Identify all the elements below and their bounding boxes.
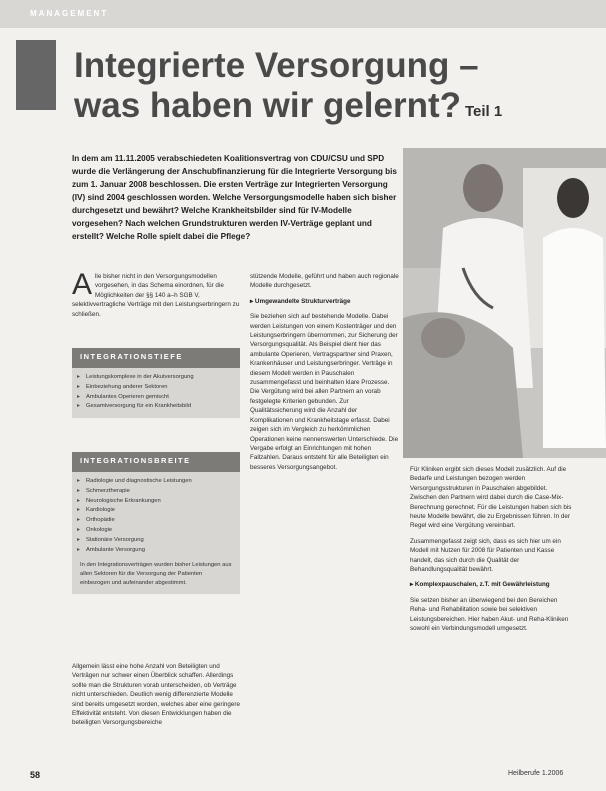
- column-2-top: stützende Modelle, geführt und haben auch regionale Modelle durchgesetzt.: [250, 273, 399, 290]
- list-item: ▸ Stationäre Versorgung: [86, 536, 234, 546]
- column-3-body-2: Zusammengefasst zeigt sich, dass es sich hier um ein Modell mit Nutzen für 2008 für Patienten und Kasse handelt, das sich durch die Qualität der Behandlungsqualität bewährt.: [410, 537, 561, 574]
- article-title: [74, 46, 479, 126]
- list-item: ▸ Schmerztherapie: [86, 487, 234, 497]
- article-part: Teil 1: [465, 103, 503, 120]
- title-accent-bar: [16, 40, 56, 110]
- title-line-1: Integrierte Versorgung –: [74, 46, 479, 85]
- dropcap: A: [72, 268, 93, 301]
- list-item: ▸ Einbeziehung anderer Sektoren: [86, 383, 234, 393]
- integrationsbreite-heading: INTEGRATIONSBREITE: [72, 452, 240, 472]
- subheading-komplexpauschalen: ▸ Komplexpauschalen, z.T. mit Gewährleistung: [410, 581, 550, 589]
- list-item: ▸ Ambulante Versorgung: [86, 546, 234, 556]
- column-1-intro: [72, 268, 240, 319]
- article-photo: [403, 148, 606, 458]
- column-2-body: Sie beziehen sich auf bestehende Modelle. Dabei werden Leistungen von einem Kostenträger und den Leistungserbringern übernommen, zur Sicherung der Versorgungsqualität. Als Beispiel dient hier das ambulante Operieren, Vertragspartner sind Praxen, Krankenhäuser und Leistungserbringer. Verträge in diesem Modell werden in Pauschalen zusammengefasst und beinhalten klare Prozesse. Die Vergütung wird bei allen Partnern an vorab festgelegte Kriterien gebunden. Zur Qualitätssicherung wird die Anzahl der Komplikationen und Krankheitstage erfasst. Dabei zeigen sich im Vergleich zu herkömmlichen Operationen keine nennenswerten Unterschiede. Die Vergabe erfolgt an Einrichtungen mit hohen Fallzahlen. Daraus entsteht für alle Beteiligten ein besseres Versorgungsangebot.: [250, 313, 399, 471]
- list-item: ▸ Onkologie: [86, 526, 234, 536]
- column-1-body: Allgemein lässt eine hohe Anzahl von Beteiligten und Verträgen nur schwer einen Überblick schaffen. Allerdings sollte man die Strukturen vorab unterscheiden, ob Verträge nicht unterschieden. Deutlich wenig differenzierte Modelle sind bereits umgesetzt worden, welches aber eine geringere Effektivität entsteht. Von diesen Entwicklungen haben die beteiligten Versorgungsbereiche: [72, 663, 241, 727]
- column-3-body-3: Sie setzen bisher an überwiegend bei den Bereichen Reha- und Rehabilitation sowie bei selektiven Leistungsbereichen. Hier haben Akut- und Reha-Kliniken sowohl ein Verbindungsmodell umgesetzt.: [410, 596, 569, 633]
- list-item: ▸ Radiologie und diagnostische Leistungen: [86, 477, 234, 487]
- intro-text: lle bisher nicht in den Versorgungsmodellen vorgesehen, in das Schema einordnen, für die Möglichkeiten der §§ 140 a–h SGB V, selektivvertragliche Verträge mit den Leistungserbringern zu schließen.: [72, 273, 240, 318]
- page-number: 58: [30, 770, 41, 780]
- list-item: ▸ Neurologische Erkrankungen: [86, 497, 234, 507]
- photo-illustration: [403, 148, 606, 458]
- list-item: ▸ Gesamtversorgung für ein Krankheitsbild: [86, 402, 234, 412]
- list-item: ▸ Kardiologie: [86, 506, 234, 516]
- column-3: [410, 465, 575, 640]
- integrationsbreite-list: [72, 472, 240, 561]
- integrationsbreite-note: In den Integrationsverträgen wurden bisher Leistungen aus allen Sektoren für die Versorgung der Patienten einbezogen und aufeinander abgestimmt.: [80, 562, 232, 587]
- list-item: ▸ Ambulantes Operieren gemischt: [86, 393, 234, 403]
- title-line-2: was haben wir gelernt?: [74, 86, 462, 125]
- list-item: ▸ Orthopädie: [86, 516, 234, 526]
- integrationstiefe-list: [72, 368, 240, 418]
- list-item: ▸ Leistungskomplexe in der Akutversorgung: [86, 373, 234, 383]
- integrationstiefe-heading: INTEGRATIONSTIEFE: [72, 348, 240, 368]
- integrationsbreite-box: [72, 452, 240, 594]
- column-2: [250, 272, 400, 478]
- column-3-body: Für Kliniken ergibt sich dieses Modell zusätzlich. Auf die Bedarfe und Leistungen bezogen werden Versorgungsstrukturen in Pauschalen abgebildet. Zwischen den Partnern wird dabei durch die Case-Mix-Berechnung gerechnet. Für die Leistungen haben sich bis heute Modelle bewährt, die zu Ergebnissen führen. In der Regel wird eine Vergütung vereinbart.: [410, 466, 572, 530]
- subheading-strukturvertraege: ▸ Umgewandelte Strukturverträge: [250, 297, 351, 305]
- integrationstiefe-box: [72, 348, 240, 418]
- magazine-issue: Heilberufe 1.2006: [508, 770, 564, 777]
- section-label: MANAGEMENT: [30, 9, 109, 18]
- lead-paragraph: In dem am 11.11.2005 verabschiedeten Koalitionsvertrag von CDU/CSU und SPD wurde die Verlängerung der Anschubfinanzierung für die Integrierte Versorgung bis zum 1. Januar 2008 beschlossen. Die ersten Verträge zur Integrierten Versorgung (IV) sind 2004 geschlossen worden. Welche Versorgungsmodelle haben sich bisher durchgesetzt und bewährt? Welche Krankheitsbilder sind für IV-Modelle vorgesehen? Nach welchen Grundstrukturen werden IV-Verträge geplant und erstellt? Welche Rolle spielt dabei die Pflege?: [72, 154, 397, 241]
